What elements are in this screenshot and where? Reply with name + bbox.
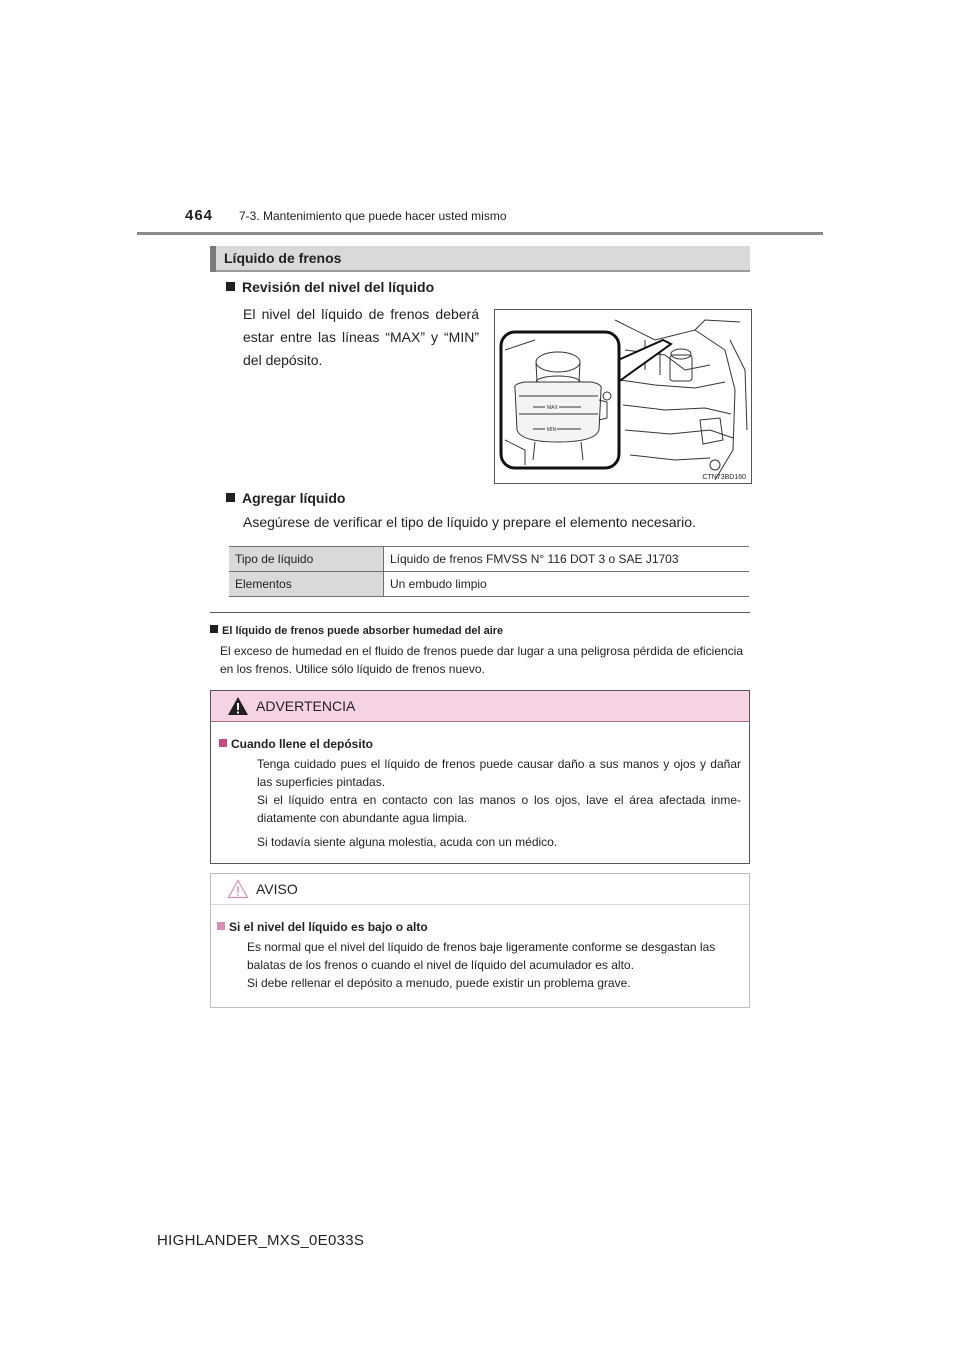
square-bullet-icon (226, 493, 235, 502)
square-bullet-icon (217, 922, 225, 930)
warning-triangle-icon (227, 696, 249, 716)
square-bullet-icon (226, 282, 235, 291)
header-rule (137, 232, 823, 235)
notice-line: Es normal que el nivel del líquido de frenos baje ligeramente conforme se desgastan las balatas de los frenos o cuando el nivel de líquido del acumulador es alto. (247, 940, 716, 972)
table-key: Elementos (229, 572, 384, 597)
chapter-title: 7-3. Mantenimiento que puede hacer usted mismo (239, 209, 507, 223)
divider (210, 612, 750, 613)
notice-title-bar (211, 874, 749, 905)
warning-title-bar (211, 691, 749, 722)
notice-line: Si debe rellenar el depósito a menudo, puede existir un problema grave. (247, 976, 631, 990)
table-key: Tipo de líquido (229, 547, 384, 572)
warning-line: Si el líquido entra en contacto con las manos o los ojos, lave el área afectada inme-diatamente con abundante agua limpia. (257, 793, 741, 825)
warning-heading (219, 737, 373, 751)
square-bullet-icon (210, 625, 218, 633)
min-line-label: MIN (547, 427, 557, 433)
table-value: Líquido de frenos FMVSS N° 116 DOT 3 o SAE J1703 (384, 547, 750, 572)
warning-line: Si todavía siente alguna molestia, acuda con un médico. (257, 835, 558, 849)
brake-reservoir-illustration (494, 309, 752, 484)
add-fluid-heading-text: Agregar líquido (242, 490, 346, 506)
notice-body (247, 938, 743, 992)
page-number: 464 (185, 207, 214, 224)
check-level-heading-text: Revisión del nivel del líquido (242, 279, 435, 295)
notice-title: AVISO (256, 881, 298, 897)
note-heading-text: El líquido de frenos puede absorber humedad del aire (222, 625, 504, 637)
warning-title: ADVERTENCIA (256, 698, 356, 714)
engine-bay-drawing (495, 310, 751, 483)
notice-heading (217, 920, 428, 934)
table-row (229, 547, 749, 572)
section-marker (210, 246, 216, 272)
requirements-table (229, 546, 749, 597)
warning-heading-text: Cuando llene el depósito (231, 737, 374, 751)
warning-body (257, 755, 741, 851)
warning-box (210, 690, 750, 864)
warning-line: Tenga cuidado pues el líquido de frenos puede causar daño a sus manos y ojos y dañar las superficies pintadas. (257, 757, 741, 789)
figure-code: CTN73BD160 (702, 474, 746, 481)
notice-heading-text: Si el nivel del líquido es bajo o alto (229, 920, 428, 934)
section-title: Líquido de frenos (224, 250, 342, 266)
caution-triangle-icon (227, 879, 249, 899)
max-line-label: MAX (547, 405, 558, 411)
notice-box (210, 873, 750, 1008)
add-fluid-heading (226, 490, 345, 506)
check-level-text: El nivel del líquido de frenos deberá estar entre las líneas “MAX” y “MIN” del depósito. (243, 306, 479, 368)
note-heading (210, 625, 503, 637)
add-fluid-text: Asegúrese de verificar el tipo de líquido y prepare el elemento necesario. (243, 514, 696, 530)
check-level-heading (226, 279, 434, 295)
table-value: Un embudo limpio (384, 572, 750, 597)
table-row (229, 572, 749, 597)
note-text: El exceso de humedad en el fluido de frenos puede dar lugar a una peligrosa pérdida de eficiencia en los frenos. Utilice sólo líquido de frenos nuevo. (220, 644, 744, 676)
footer-code: HIGHLANDER_MXS_0E033S (157, 1232, 365, 1249)
square-bullet-icon (219, 739, 227, 747)
section-heading-bar (210, 246, 750, 272)
